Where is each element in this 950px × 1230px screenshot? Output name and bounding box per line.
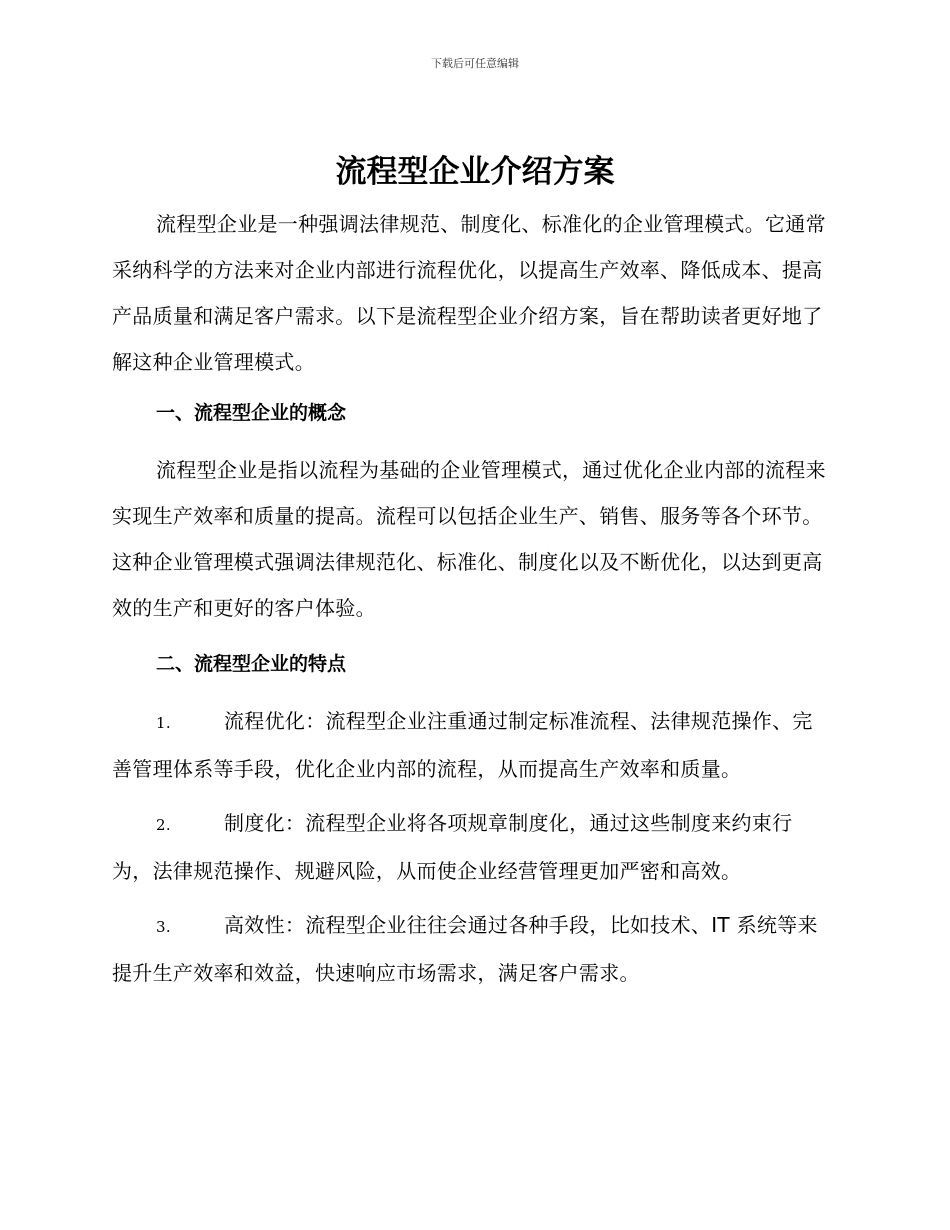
list-item-number: 2. xyxy=(156,816,171,834)
list-item-text: 制度化：流程型企业将各项规章制度化，通过这些制度来约束行为，法律规范操作、规避风险，从而使企业经营管理更加严密和高效。 xyxy=(112,811,793,883)
list-item xyxy=(112,902,832,996)
list-item xyxy=(112,698,832,792)
section-2-heading: 二、流程型企业的特点 xyxy=(156,653,347,675)
intro-paragraph: 流程型企业是一种强调法律规范、制度化、标准化的企业管理模式。它通常采纳科学的方法来对企业内部进行流程优化，以提高生产效率、降低成本、提高产品质量和满足客户需求。以下是流程型企业介绍方案，旨在帮助读者更好地了解这种企业管理模式。 xyxy=(112,212,826,374)
section-1-heading: 一、流程型企业的概念 xyxy=(156,402,347,424)
list-item-number: 3. xyxy=(156,918,171,936)
page-title: 流程型企业介绍方案 xyxy=(335,154,615,190)
section-1-paragraph: 流程型企业是指以流程为基础的企业管理模式，通过优化企业内部的流程来实现生产效率和质量的提高。流程可以包括企业生产、销售、服务等各个环节。这种企业管理模式强调法律规范化、标准化、制度化以及不断优化，以达到更高效的生产和更好的客户体验。 xyxy=(112,458,826,620)
page-header-note: 下载后可任意编辑 xyxy=(431,57,519,70)
list-item xyxy=(112,800,832,894)
list-item-text: 流程优化：流程型企业注重通过制定标准流程、法律规范操作、完善管理体系等手段，优化企业内部的流程，从而提高生产效率和质量。 xyxy=(112,709,813,781)
list-item-text: 高效性：流程型企业往往会通过各种手段，比如技术、IT 系统等来提升生产效率和效益，快速响应市场需求，满足客户需求。 xyxy=(112,913,818,985)
list-item-number: 1. xyxy=(156,714,171,732)
